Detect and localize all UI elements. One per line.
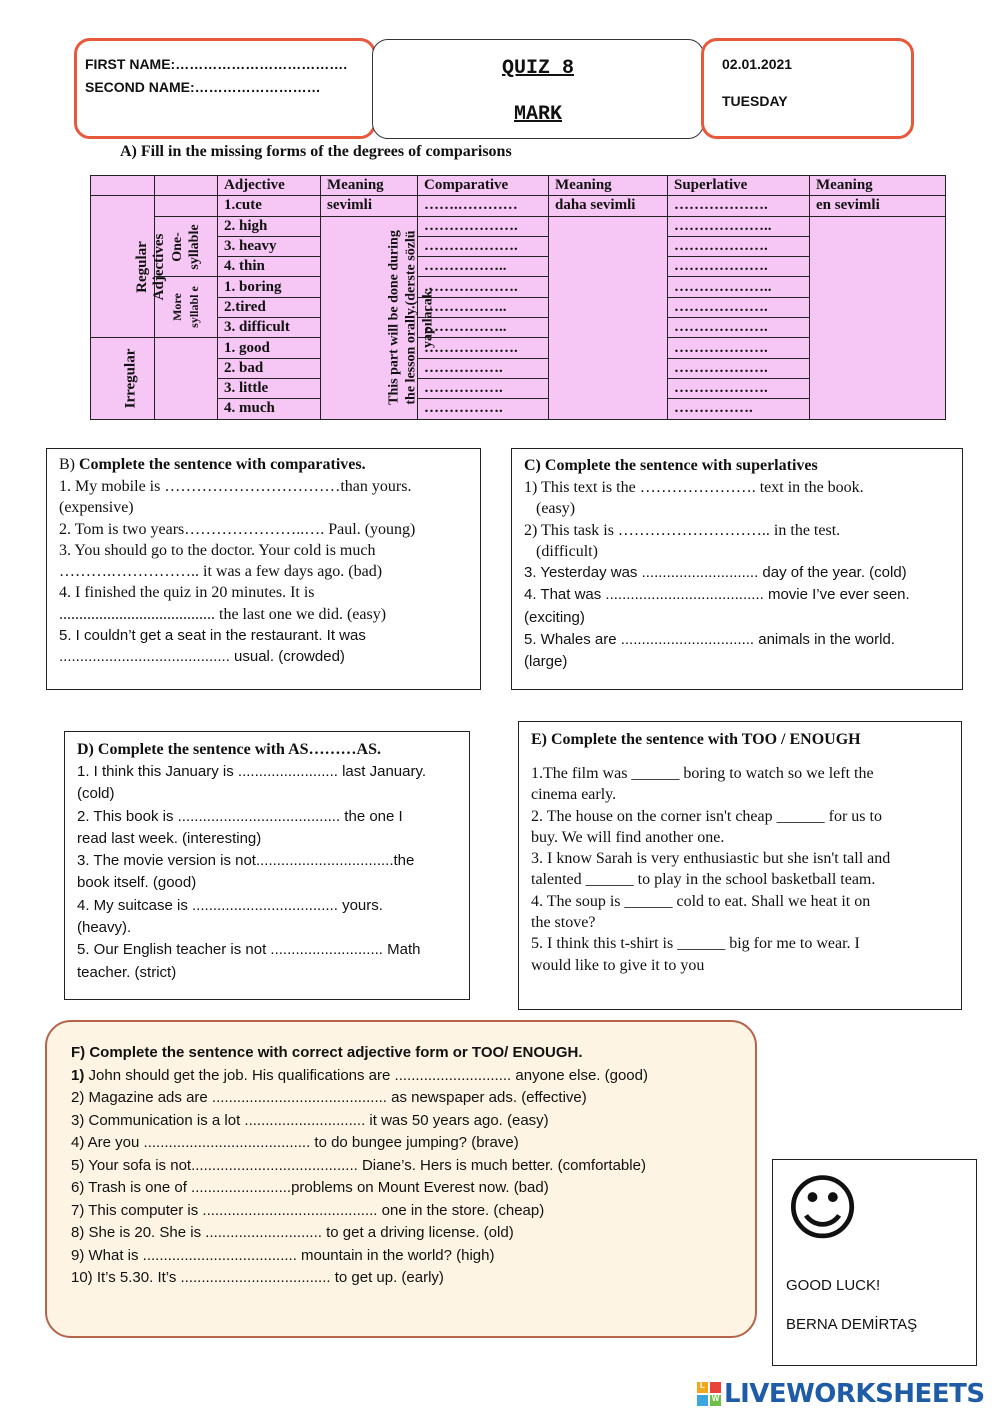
section-d-heading: D) Complete the sentence with AS………AS. [77, 741, 381, 758]
table-cell: en sevimli [810, 196, 946, 216]
list-item[interactable]: 1) This text is the …………………. text in the book. [524, 479, 864, 496]
list-item[interactable]: 1. I think this January is ........................ last January. [77, 763, 427, 780]
list-item[interactable]: 2) This task is ……………………….. in the test. [524, 521, 841, 539]
list-item: 4. I finished the quiz in 20 minutes. It is [59, 584, 315, 602]
superlative-blank[interactable]: ………………. [668, 257, 810, 277]
list-item[interactable]: 3. The movie version is not.................................the [77, 852, 415, 870]
quiz-title: QUIZ 8 [501, 57, 574, 80]
superlative-blank[interactable]: ……………….. [668, 277, 810, 297]
col-meaning: Meaning [321, 176, 418, 196]
list-item[interactable]: 3. Yesterday was ............................ day of the year. (cold) [524, 564, 907, 582]
comparative-blank[interactable]: ……………. [418, 358, 549, 378]
section-b-heading: Complete the sentence with comparatives. [79, 456, 366, 473]
group-regular: Regular Adjectives [134, 233, 167, 301]
comparative-blank[interactable]: ……………. [418, 378, 549, 398]
list-item[interactable]: 5) Your sofa is not........................................ Diane’s. Hers is much better. (comfortable) [71, 1156, 646, 1174]
good-luck-text: GOOD LUCK! [786, 1277, 881, 1294]
group-irregular: Irregular [122, 348, 139, 409]
list-item: (easy) [524, 500, 576, 518]
list-item: 3. I know Sarah is very enthusiastic but she isn't tall and [531, 850, 891, 868]
first-name-field[interactable]: FIRST NAME:………………………………. [85, 56, 348, 72]
date-box [701, 38, 914, 139]
quiz-date: 02.01.2021 [722, 56, 793, 72]
list-item: teacher. (strict) [77, 963, 177, 981]
list-item[interactable]: 4. My suitcase is ................................... yours. [77, 896, 383, 914]
list-item: (difficult) [524, 542, 598, 560]
section-d-box [64, 731, 470, 1000]
superlative-blank[interactable]: ……………….. [668, 216, 810, 236]
list-item[interactable]: 2. Tom is two years…………………..…. Paul. (young) [59, 520, 416, 538]
brand-name: LIVEWORKSHEETS [724, 1379, 985, 1409]
list-item[interactable]: 8) She is 20. She is ............................ to get a driving license. (old) [71, 1224, 514, 1241]
comparative-blank[interactable]: ……………. [418, 399, 549, 419]
list-item[interactable] [71, 1065, 755, 1088]
table-row: 4. thin [218, 257, 321, 277]
logo-tile-letter: L [700, 1381, 705, 1390]
item-text: John should get the job. His qualifications are ............................ anyone else. (good) [84, 1066, 648, 1084]
logo-tile-icon [697, 1382, 721, 1406]
table-row: 2. bad [218, 358, 321, 378]
list-item[interactable]: 1. My mobile is ……………………………than yours. [59, 478, 412, 495]
list-item[interactable]: 2. The house on the corner isn't cheap ______ for us to [531, 807, 882, 825]
section-c-box [511, 448, 963, 690]
col-adjective: Adjective [218, 176, 321, 196]
list-item[interactable]: ……….…………….. it was a few days ago. (bad) [59, 563, 383, 581]
list-item[interactable]: 5. Whales are ................................ animals in the world. [524, 631, 895, 649]
good-luck-box [772, 1159, 977, 1366]
sub-one-syllable: One-syllable [170, 223, 202, 270]
comparative-blank[interactable]: …….………… [418, 196, 549, 216]
list-item: read last week. (interesting) [77, 829, 262, 847]
list-item: (cold) [77, 785, 115, 803]
section-e-heading: E) Complete the sentence with TOO / ENOUGH [531, 731, 861, 748]
list-item: (expensive) [59, 499, 134, 517]
section-b-box [46, 448, 481, 690]
table-cell: daha sevimli [549, 196, 668, 216]
col-superlative: Superlative [668, 176, 810, 196]
section-f-box [45, 1020, 757, 1338]
superlative-blank[interactable]: ………………. [668, 318, 810, 338]
superlative-blank[interactable]: ………………. [668, 358, 810, 378]
table-row: 2.tired [218, 297, 321, 317]
superlative-blank[interactable]: ………………. [668, 297, 810, 317]
section-b-prefix: B) [59, 456, 79, 473]
list-item: the stove? [531, 914, 596, 932]
name-box [74, 38, 376, 139]
col-superlative-meaning: Meaning [810, 176, 946, 196]
list-item[interactable]: 10) It’s 5.30. It’s .................................... to get up. (early) [71, 1269, 444, 1286]
section-f-heading: F) Complete the sentence with correct adjective form or TOO/ ENOUGH. [71, 1044, 583, 1061]
smiley-icon: ☺ [785, 1166, 861, 1250]
list-item[interactable]: 9) What is ..................................... mountain in the world? (high) [71, 1246, 495, 1264]
list-item[interactable]: 4) Are you ........................................ to do bungee jumping? (brave) [71, 1134, 519, 1151]
list-item: buy. We will find another one. [531, 828, 725, 846]
comparative-blank[interactable]: ………………. [418, 216, 549, 236]
list-item: 5. I couldn’t get a seat in the restaurant. It was [59, 627, 366, 645]
mark-label: MARK [513, 103, 562, 126]
comparative-blank[interactable]: ………………. [418, 277, 549, 297]
table-row: 1. boring [218, 277, 321, 297]
list-item: (large) [524, 653, 568, 671]
comparative-blank[interactable]: …………….. [418, 257, 549, 277]
item-number: 1) [71, 1066, 85, 1084]
list-item[interactable]: 5. I think this t-shirt is ______ big for me to wear. I [531, 935, 860, 953]
quiz-box [372, 39, 704, 139]
list-item[interactable]: 7) This computer is .......................................... one in the store. (cheap) [71, 1201, 545, 1219]
table-row: 2. high [218, 216, 321, 236]
list-item[interactable]: ....................................... the last one we did. (easy) [59, 605, 387, 623]
comparative-blank[interactable]: …………….. [418, 318, 549, 338]
list-item[interactable]: 6) Trash is one of ........................problems on Mount Everest now. (bad) [71, 1179, 549, 1196]
list-item: cinema early. [531, 786, 617, 804]
superlative-blank[interactable]: ………………. [668, 378, 810, 398]
quiz-day: TUESDAY [722, 93, 788, 109]
list-item: (exciting) [524, 608, 585, 626]
table-row: 3. heavy [218, 236, 321, 256]
table-row: 3. little [218, 378, 321, 398]
col-comparative-meaning: Meaning [549, 176, 668, 196]
section-c-heading: C) Complete the sentence with superlatives [524, 457, 818, 474]
comparative-blank[interactable]: ………………. [418, 236, 549, 256]
liveworksheets-logo[interactable] [697, 1378, 995, 1410]
table-row: 1.cute [218, 196, 321, 216]
table-row: 1. good [218, 338, 321, 358]
table-row: 4. much [218, 399, 321, 419]
comparison-table [90, 175, 946, 420]
col-comparative: Comparative [418, 176, 549, 196]
superlative-blank[interactable]: ………………. [668, 196, 810, 216]
superlative-blank[interactable]: ………………. [668, 236, 810, 256]
oral-note: This part will be done during the lesson orally.(derste sözlü yapılacak. [386, 230, 436, 405]
section-a-heading: A) Fill in the missing forms of the degrees of comparisons [120, 143, 512, 160]
sub-more-syllable: More syllabl e [170, 286, 201, 329]
superlative-blank[interactable]: ……………. [668, 399, 810, 419]
list-item[interactable]: 4. The soup is ______ cold to eat. Shall we heat it on [531, 892, 871, 910]
list-item[interactable]: talented ______ to play in the school basketball team. [531, 871, 876, 889]
author-name: BERNA DEMİRTAŞ [786, 1316, 918, 1333]
table-row: 3. difficult [218, 318, 321, 338]
second-name-field[interactable]: SECOND NAME:……………………… [85, 79, 321, 95]
list-item: (heavy). [77, 919, 132, 937]
list-item[interactable]: 3) Communication is a lot ............................. it was 50 years ago. (easy) [71, 1111, 549, 1129]
list-item[interactable]: 5. Our English teacher is not ........................... Math [77, 941, 421, 959]
logo-tile-letter: W [711, 1394, 720, 1403]
list-item: book itself. (good) [77, 874, 197, 892]
comparative-blank[interactable]: …………….. [418, 297, 549, 317]
list-item[interactable]: 2) Magazine ads are .......................................... as newspaper ads. (effective) [71, 1089, 587, 1106]
list-item[interactable]: ......................................... usual. (crowded) [59, 648, 345, 666]
list-item: 3. You should go to the doctor. Your cold is much [59, 541, 376, 559]
list-item[interactable]: 4. That was ...................................... movie I’ve ever seen. [524, 586, 910, 604]
comparative-blank[interactable]: ………………. [418, 338, 549, 358]
list-item[interactable]: 1.The film was ______ boring to watch so we left the [531, 765, 874, 782]
list-item[interactable]: 2. This book is ....................................... the one I [77, 807, 403, 825]
list-item: would like to give it to you [531, 956, 705, 974]
superlative-blank[interactable]: ………………. [668, 338, 810, 358]
section-e-box [518, 721, 962, 1010]
table-cell: sevimli [321, 196, 418, 216]
